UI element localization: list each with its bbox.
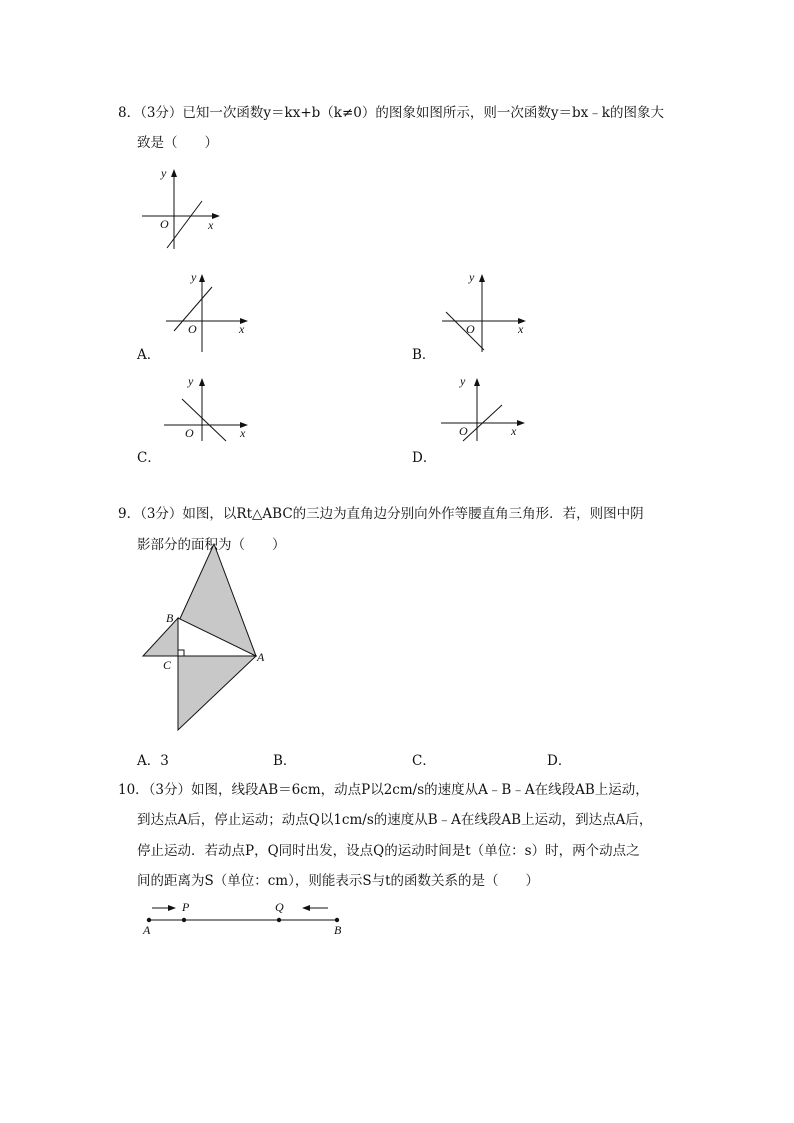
- q8-a-x: x: [239, 322, 245, 336]
- q8-option-c-graph: [160, 373, 254, 443]
- q8-d-y: y: [460, 374, 466, 388]
- q8-main-o: O: [160, 217, 169, 231]
- q10-label-a: A: [143, 923, 151, 937]
- q8-b-y: y: [469, 270, 475, 284]
- q8-option-b[interactable]: B．: [412, 347, 436, 363]
- q9-triangle-figure: [136, 538, 276, 738]
- q8-c-o: O: [185, 426, 194, 440]
- q10-stem-line4: 间的距离为S（单位：cm），则能表示S与t的函数关系的是（ ）: [137, 873, 540, 889]
- q8-option-b-graph: [438, 268, 534, 354]
- q8-b-o: O: [466, 322, 475, 336]
- q10-stem-line1: 10．（3分）如图，线段AB＝6cm，动点P以2cm/s的速度从A﹣B﹣A在线段AB上运动，: [118, 782, 649, 798]
- q9-option-c[interactable]: C．: [412, 753, 436, 769]
- q8-d-x: x: [511, 424, 517, 438]
- q9-option-a[interactable]: A．3: [137, 753, 169, 769]
- q10-label-q: Q: [275, 900, 284, 914]
- q8-d-o: O: [459, 424, 468, 438]
- q8-b-x: x: [518, 322, 524, 336]
- q8-option-d-graph: [437, 373, 533, 443]
- q9-label-c: C: [163, 658, 172, 672]
- q8-main-x: x: [208, 218, 214, 232]
- q8-a-y: y: [191, 270, 197, 284]
- q9-option-b[interactable]: B．: [273, 753, 297, 769]
- q8-option-a[interactable]: A．: [137, 347, 161, 363]
- q9-stem-line1: 9．（3分）如图，以Rt△ABC的三边为直角边分别向外作等腰直角三角形．若，则图中阴: [118, 506, 644, 522]
- q9-label-a: A: [257, 650, 265, 664]
- q10-stem-line2: 到达点A后，停止运动；动点Q以1cm/s的速度从B﹣A在线段AB上运动，到达点A后，: [137, 812, 653, 828]
- q10-label-p: P: [182, 900, 190, 914]
- q8-option-c[interactable]: C．: [137, 450, 161, 466]
- q8-a-o: O: [188, 322, 197, 336]
- q8-main-y: y: [161, 166, 167, 180]
- q9-stem-line2: 影部分的面积为（ ）: [137, 537, 286, 553]
- q9-option-d[interactable]: D．: [547, 753, 572, 769]
- q8-stem-line2: 致是（ ）: [137, 135, 218, 151]
- q8-option-a-graph: [162, 268, 254, 354]
- q8-stem-line1: 8．（3分）已知一次函数y＝kx+b（k≠0）的图象如图所示，则一次函数y＝bx﹣k的图象大: [118, 105, 664, 121]
- q10-stem-line3: 停止运动．若动点P，Q同时出发，设点Q的运动时间是t（单位：s）时，两个动点之: [137, 843, 640, 859]
- q9-shaded-triangle-ca: [178, 656, 256, 730]
- q9-label-b: B: [166, 611, 174, 625]
- q8-c-y: y: [188, 374, 194, 388]
- q10-segment-figure: [138, 898, 358, 940]
- q8-c-x: x: [240, 426, 246, 440]
- q10-label-b: B: [334, 923, 342, 937]
- q8-main-graph: [138, 165, 228, 255]
- q8-option-d[interactable]: D．: [412, 450, 437, 466]
